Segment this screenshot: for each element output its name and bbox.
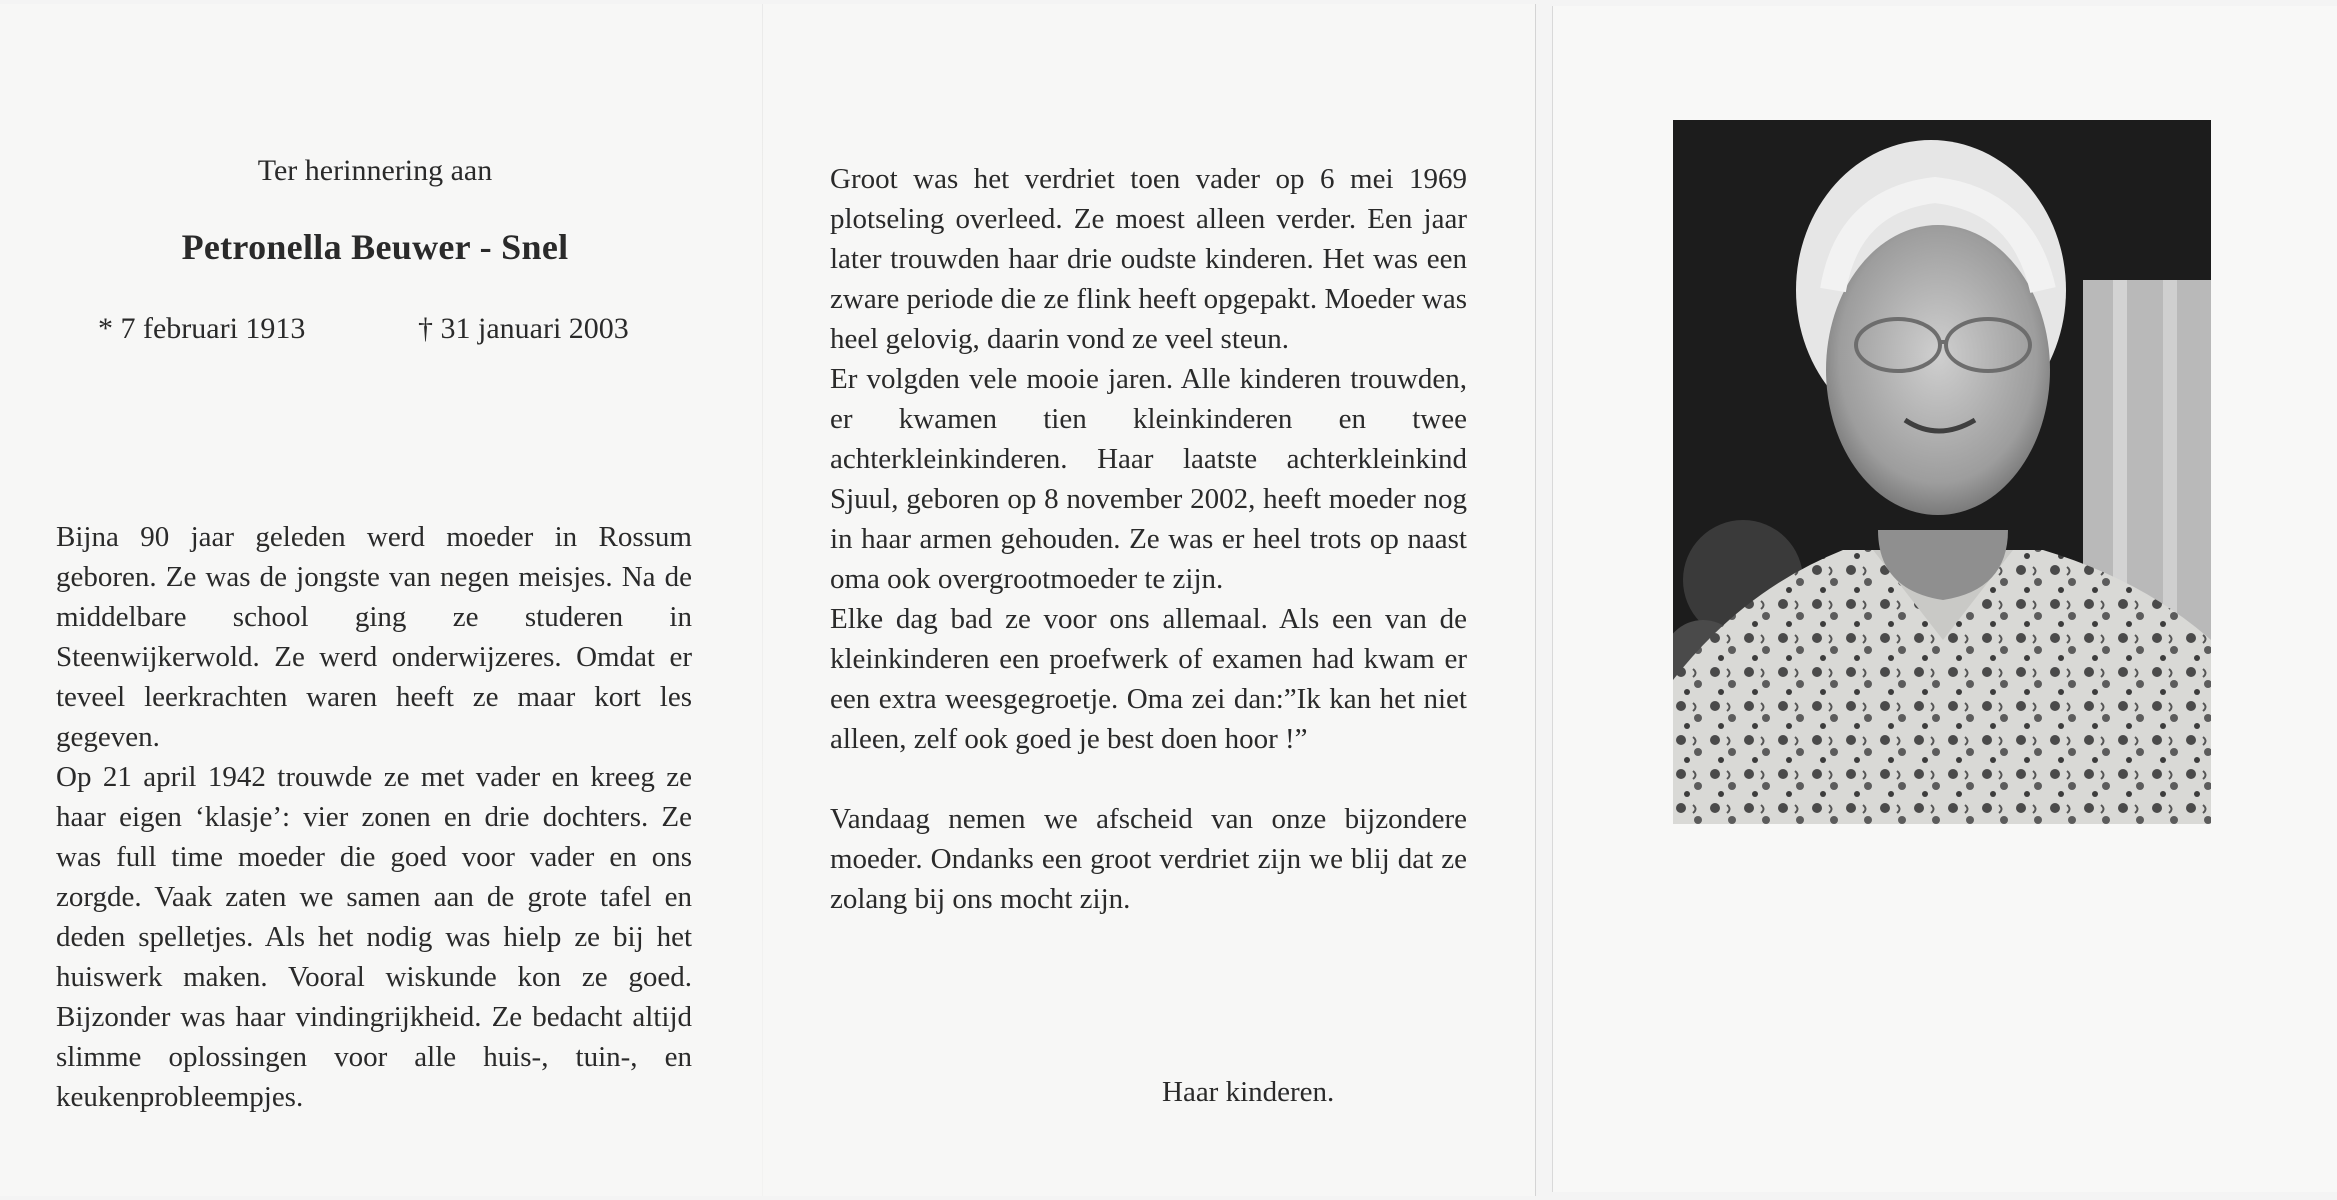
card-fold-line — [762, 4, 763, 1196]
biography-paragraph: Vandaag nemen we afscheid van onze bijzondere moeder. Ondanks een groot verdriet zijn we blij dat ze zolang bij ons mocht zijn. — [830, 803, 1467, 915]
biography-paragraph: Bijna 90 jaar geleden werd moeder in Rossum geboren. Ze was de jongste van negen meisjes. Na de middelbare school ging ze studeren in Steenwijkerwold. Ze werd onderwijzeres. Omdat er teveel leerkrachten waren heeft ze maar kort les gegeven. — [56, 521, 692, 753]
death-date: † 31 januari 2003 — [418, 312, 629, 345]
biography-column-1 — [56, 517, 692, 1117]
biography-paragraph: Er volgden vele mooie jaren. Alle kinderen trouwden, er kwamen tien kleinkinderen en twee achterkleinkinderen. Haar laatste achterkleinkind Sjuul, geboren op 8 november 2002, heeft moeder nog in haar armen gehouden. Ze was er heel trots op naast oma ook overgrootmoeder te zijn. — [830, 363, 1467, 595]
paragraph-gap — [830, 759, 1467, 799]
portrait-photo-illustration — [1673, 120, 2211, 824]
biography-column-2 — [830, 159, 1467, 919]
biography-paragraph: Op 21 april 1942 trouwde ze met vader en kreeg ze haar eigen ‘klasje’: vier zonen en drie dochters. Ze was full time moeder die goed voor vader en ons zorgde. Vaak zaten we samen aan de grote tafel en deden spelletjes. Als het nodig was hielp ze bij het huiswerk maken. Vooral wiskunde kon ze goed. Bijzonder was haar vindingrijkheid. Ze bedacht altijd slimme oplossingen voor alle huis-, tuin-, en keukenprobleempjes. — [56, 761, 692, 1113]
portrait-photo — [1673, 120, 2211, 824]
deceased-name: Petronella Beuwer - Snel — [181, 227, 569, 267]
biography-paragraph: Groot was het verdriet toen vader op 6 mei 1969 plotseling overleed. Ze moest alleen verder. Een jaar later trouwden haar drie oudste kinderen. Het was een zware periode die ze flink heeft opgepakt. Moeder was heel gelovig, daarin vond ze veel steun. — [830, 163, 1467, 355]
memorial-card — [0, 4, 1536, 1196]
intro-text: Ter herinnering aan — [257, 154, 493, 187]
biography-paragraph: Elke dag bad ze voor ons allemaal. Als een van de kleinkinderen een proefwerk of examen had kwam er een extra weesgegroetje. Oma zei dan:”Ik kan het niet alleen, zelf ook goed je best doen hoor !” — [830, 603, 1467, 755]
signature: Haar kinderen. — [1162, 1076, 1335, 1108]
birth-date: * 7 februari 1913 — [98, 312, 306, 345]
